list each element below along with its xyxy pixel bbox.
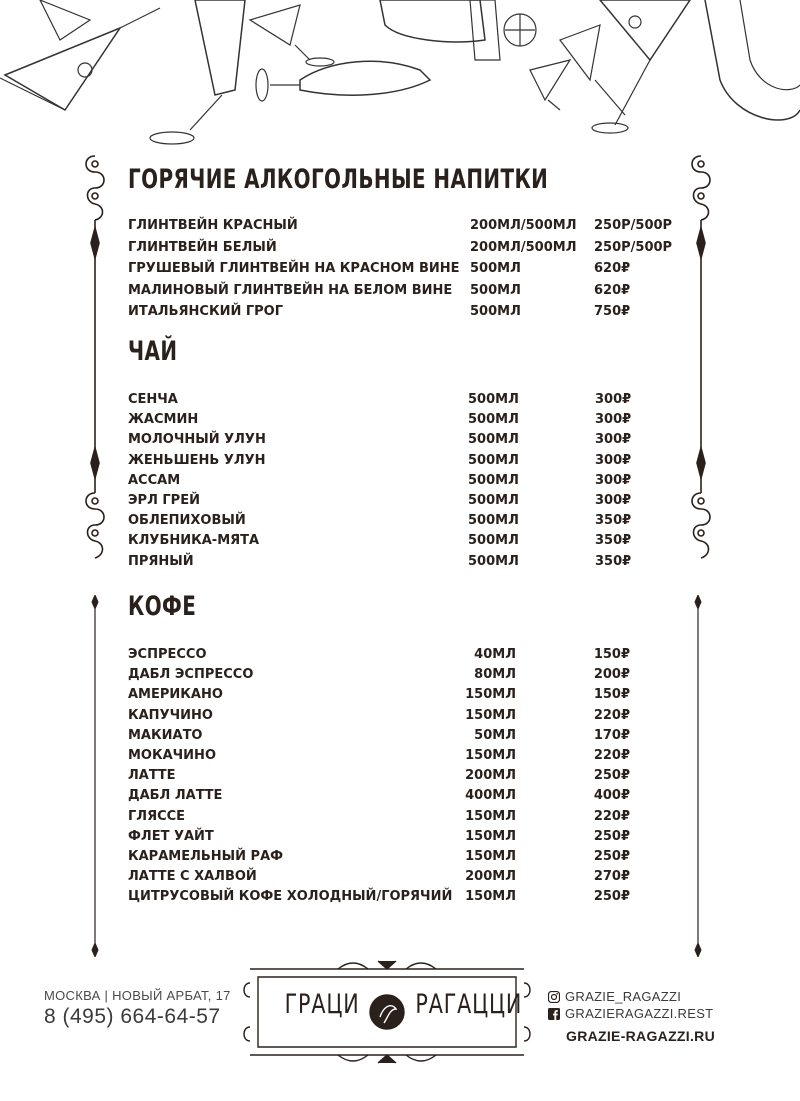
menu-item-row	[0, 304, 800, 324]
menu-item-name: ЛАТТЕ С ХАЛВОЙ	[128, 869, 257, 885]
menu-item-row	[0, 533, 800, 553]
menu-item-name: ГЛИНТВЕЙН КРАСНЫЙ	[128, 218, 298, 233]
instagram-link[interactable]	[548, 988, 715, 1005]
menu-item-row	[0, 708, 800, 728]
menu-item-price: 350₽	[595, 553, 632, 569]
instagram-icon	[548, 991, 560, 1003]
menu-item-price: 170₽	[593, 727, 630, 743]
menu-item-price: 250₽	[593, 889, 630, 905]
facebook-icon	[548, 1008, 560, 1020]
menu-item-row	[0, 432, 800, 452]
menu-item-price: 300₽	[595, 432, 632, 448]
address: МОСКВА | НОВЫЙ АРБАТ, 17	[44, 988, 231, 1003]
menu-item-volume: 150МЛ	[465, 707, 516, 723]
menu-item-name: КАРАМЕЛЬНЫЙ РАФ	[128, 849, 284, 864]
menu-item-price: 250₽	[593, 768, 630, 784]
menu-item-row	[0, 869, 800, 889]
menu-item-name: КАПУЧИНО	[128, 707, 213, 723]
menu-item-price: 250Р/500Р	[594, 239, 673, 255]
cocktail-glasses-illustration	[0, 0, 800, 150]
menu-item-price: 220₽	[593, 748, 630, 763]
menu-item-row	[0, 261, 800, 281]
menu-item-volume: 200МЛ	[465, 768, 516, 784]
menu-item-volume: 500МЛ	[468, 513, 519, 529]
menu-item-row	[0, 647, 800, 667]
menu-item-row	[0, 453, 800, 473]
menu-item-row	[0, 768, 800, 788]
menu-item-row	[0, 513, 800, 533]
menu-item-volume: 200МЛ/500МЛ	[470, 218, 577, 233]
menu-item-name: ЭСПРЕССО	[128, 647, 207, 662]
menu-item-name: ЖАСМИН	[128, 412, 199, 428]
menu-item-price: 400₽	[593, 788, 630, 804]
menu-item-volume: 80МЛ	[474, 667, 516, 683]
menu-item-name: ГЛИНТВЕЙН БЕЛЫЙ	[128, 239, 277, 255]
menu-item-row	[0, 667, 800, 687]
brand-logo	[238, 957, 536, 1067]
menu-item-price: 620₽	[594, 261, 631, 276]
menu-item-price: 270₽	[593, 869, 630, 885]
menu-item-name: ЛАТТЕ	[128, 768, 176, 784]
menu-item-name: МОЛОЧНЫЙ УЛУН	[128, 432, 266, 448]
menu-item-volume: 500МЛ	[468, 432, 519, 448]
menu-item-volume: 150МЛ	[465, 849, 516, 864]
menu-item-row	[0, 728, 800, 748]
menu-item-row	[0, 788, 800, 808]
menu-item-row	[0, 889, 800, 909]
menu-item-row	[0, 283, 800, 303]
menu-item-volume: 500МЛ	[468, 493, 519, 508]
menu-item-name: ЭРЛ ГРЕЙ	[128, 493, 200, 508]
menu-item-row	[0, 218, 800, 238]
menu-item-row	[0, 849, 800, 869]
menu-item-name: ОБЛЕПИХОВЫЙ	[128, 513, 246, 529]
section-title-tea: ЧАЙ	[128, 336, 178, 367]
menu-item-price: 350₽	[595, 513, 632, 529]
menu-item-price: 300₽	[595, 493, 632, 508]
menu-item-volume: 500МЛ	[470, 304, 521, 319]
menu-item-volume: 400МЛ	[465, 788, 516, 804]
menu-item-name: ЖЕНЬШЕНЬ УЛУН	[128, 452, 266, 468]
menu-item-name: ИТАЛЬЯНСКИЙ ГРОГ	[128, 304, 284, 319]
menu-item-price: 150₽	[593, 647, 630, 662]
facebook-handle: GRAZIERAGAZZI.REST	[565, 1006, 714, 1021]
contact-info	[44, 988, 231, 1029]
menu-item-volume: 500МЛ	[468, 553, 519, 569]
menu-item-volume: 500МЛ	[468, 392, 519, 407]
menu-item-price: 150₽	[593, 687, 630, 703]
menu-item-name: КЛУБНИКА-МЯТА	[128, 533, 260, 549]
menu-item-name: ЦИТРУСОВЫЙ КОФЕ ХОЛОДНЫЙ/ГОРЯЧИЙ	[128, 889, 453, 905]
menu-item-volume: 500МЛ	[468, 472, 519, 488]
menu-item-name: МАЛИНОВЫЙ ГЛИНТВЕЙН НА БЕЛОМ ВИНЕ	[128, 282, 453, 298]
menu-item-row	[0, 240, 800, 260]
menu-item-volume: 150МЛ	[465, 748, 516, 763]
menu-item-name: АССАМ	[128, 472, 181, 488]
menu-item-price: 250₽	[593, 849, 630, 864]
menu-item-volume: 150МЛ	[465, 808, 516, 824]
menu-item-volume: 200МЛ	[465, 869, 516, 885]
menu-item-volume: 200МЛ/500МЛ	[470, 239, 577, 255]
menu-item-price: 250₽	[593, 828, 630, 844]
menu-item-volume: 500МЛ	[468, 452, 519, 468]
menu-item-volume: 500МЛ	[470, 261, 521, 276]
menu-item-volume: 150МЛ	[465, 889, 516, 905]
menu-item-name: ПРЯНЫЙ	[128, 553, 194, 569]
menu-item-price: 300₽	[595, 412, 632, 428]
menu-item-name: МАКИАТО	[128, 727, 203, 743]
menu-item-name: АМЕРИКАНО	[128, 687, 223, 703]
menu-item-row	[0, 493, 800, 513]
menu-item-volume: 150МЛ	[465, 828, 516, 844]
menu-item-price: 200₽	[593, 667, 630, 683]
menu-item-name: ГЛЯССЕ	[128, 808, 186, 824]
section-title-hot-drinks: ГОРЯЧИЕ АЛКОГОЛЬНЫЕ НАПИТКИ	[128, 164, 549, 195]
menu-item-row	[0, 473, 800, 493]
menu-item-volume: 150МЛ	[465, 687, 516, 703]
phone-number[interactable]: 8 (495) 664-64-57	[44, 1005, 221, 1028]
menu-item-price: 250Р/500Р	[594, 218, 673, 233]
menu-item-row	[0, 392, 800, 412]
menu-item-row	[0, 687, 800, 707]
menu-item-row	[0, 809, 800, 829]
menu-item-price: 300₽	[595, 472, 632, 488]
menu-item-price: 300₽	[595, 452, 632, 468]
menu-item-row	[0, 554, 800, 574]
menu-item-price: 220₽	[593, 808, 630, 824]
menu-item-volume: 50МЛ	[474, 727, 516, 743]
website-link[interactable]: GRAZIE-RAGAZZI.RU	[566, 1028, 715, 1044]
menu-item-volume: 500МЛ	[468, 412, 519, 428]
logo-text-left: ГРАЦИ	[284, 989, 360, 1020]
menu-item-row	[0, 748, 800, 768]
menu-item-name: СЕНЧА	[128, 392, 178, 407]
menu-item-price: 620₽	[594, 282, 631, 298]
menu-item-name: МОКАЧИНО	[128, 748, 216, 763]
menu-item-volume: 500МЛ	[470, 282, 521, 298]
menu-item-volume: 500МЛ	[468, 533, 519, 549]
menu-item-name: ФЛЕТ УАЙТ	[128, 828, 214, 844]
menu-item-price: 750₽	[594, 304, 631, 319]
menu-item-name: ДАБЛ ЛАТТЕ	[128, 788, 223, 804]
social-links	[548, 988, 715, 1044]
menu-item-name: ДАБЛ ЭСПРЕССО	[128, 667, 254, 683]
menu-item-price: 220₽	[593, 707, 630, 723]
menu-item-row	[0, 829, 800, 849]
instagram-handle: GRAZIE_RAGAZZI	[565, 989, 682, 1004]
menu-item-price: 300₽	[595, 392, 632, 407]
menu-item-price: 350₽	[595, 533, 632, 549]
facebook-link[interactable]	[548, 1005, 715, 1022]
menu-item-volume: 40МЛ	[474, 647, 516, 662]
menu-item-row	[0, 412, 800, 432]
section-title-coffee: КОФЕ	[128, 591, 197, 622]
logo-text-right: РАГАЦЦИ	[415, 989, 523, 1020]
menu-item-name: ГРУШЕВЫЙ ГЛИНТВЕЙН НА КРАСНОМ ВИНЕ	[128, 261, 460, 276]
